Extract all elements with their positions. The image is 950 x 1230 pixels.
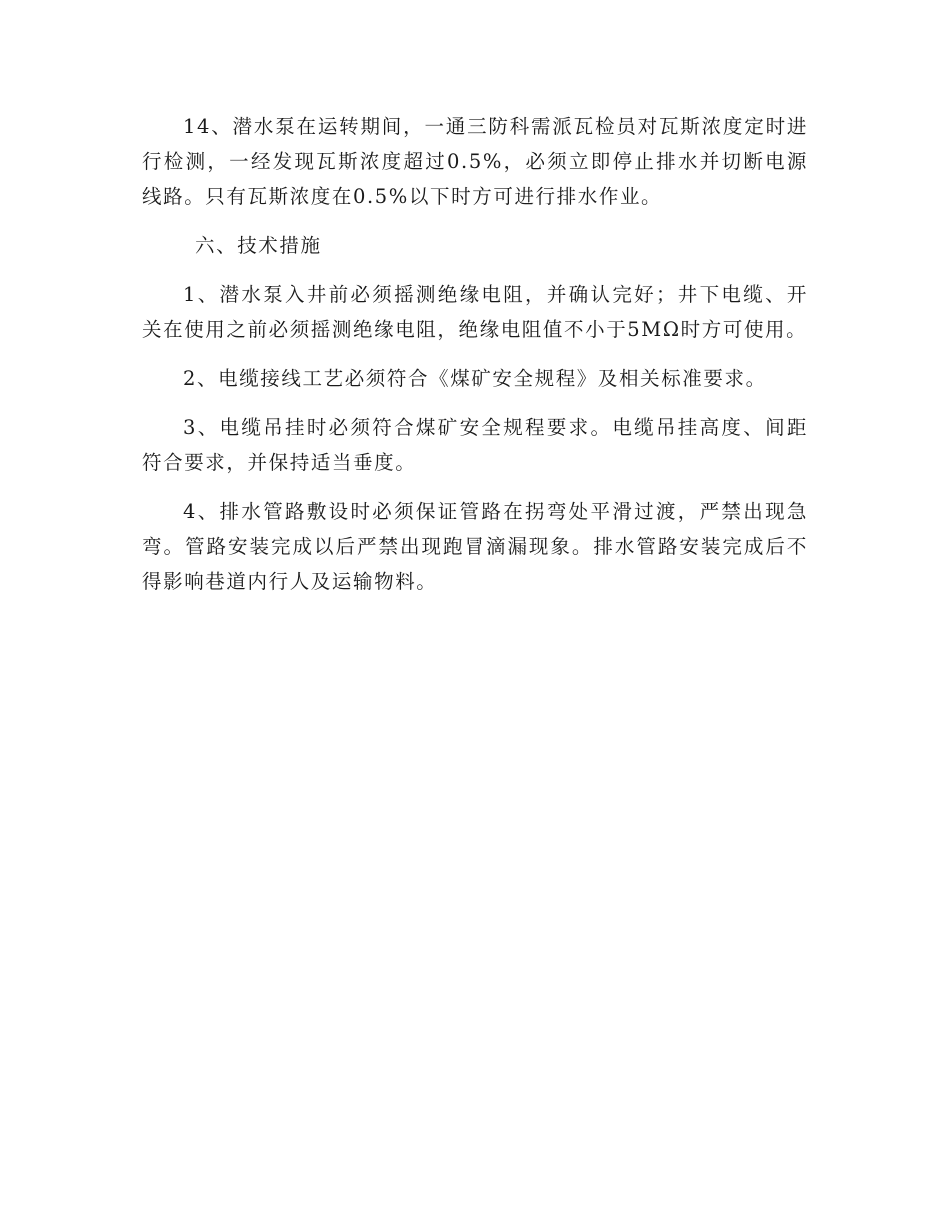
section-heading-technical-measures: 六、技术措施 bbox=[195, 234, 322, 257]
document-body bbox=[142, 109, 808, 599]
paragraph-measure-2: 2、电缆接线工艺必须符合《煤矿安全规程》及相关标准要求。 bbox=[183, 367, 767, 390]
paragraph-measure-4: 4、排水管路敷设时必须保证管路在拐弯处平滑过渡，严禁出现急弯。管路安装完成以后严禁出现跑冒滴漏现象。排水管路安装完成后不得影响巷道内行人及运输物料。 bbox=[142, 500, 808, 593]
paragraph-item-14: 14、潜水泵在运转期间，一通三防科需派瓦检员对瓦斯浓度定时进行检测，一经发现瓦斯浓度超过0.5%，必须立即停止排水并切断电源线路。只有瓦斯浓度在0.5%以下时方可进行排水作业。 bbox=[142, 115, 808, 208]
paragraph-measure-3: 3、电缆吊挂时必须符合煤矿安全规程要求。电缆吊挂高度、间距符合要求，并保持适当垂度。 bbox=[142, 416, 808, 474]
paragraph-measure-1: 1、潜水泵入井前必须摇测绝缘电阻，并确认完好；井下电缆、开关在使用之前必须摇测绝缘电阻，绝缘电阻值不小于5MΩ时方可使用。 bbox=[142, 283, 808, 341]
